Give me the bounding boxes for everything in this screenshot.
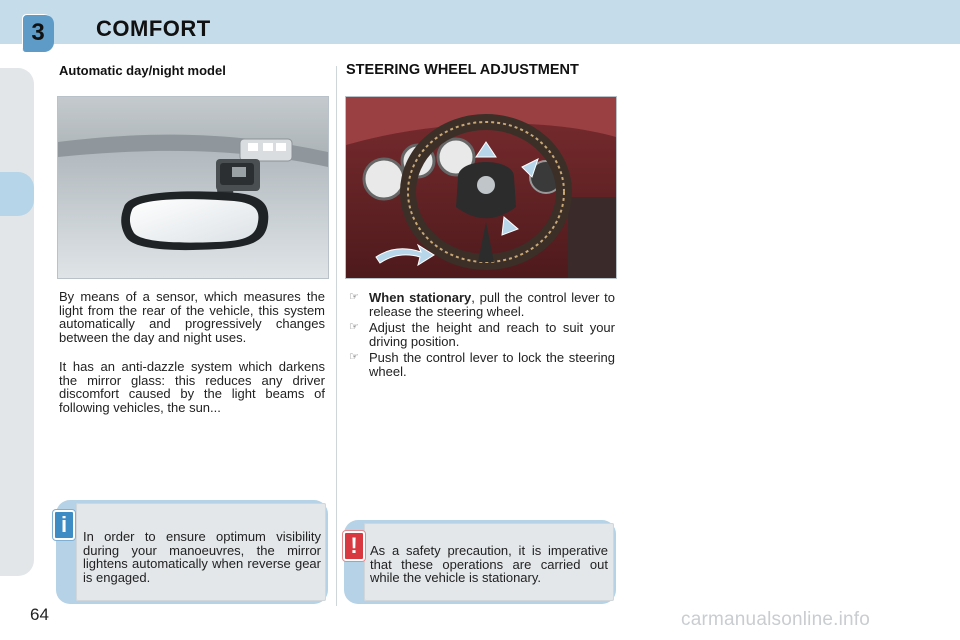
side-strip	[0, 68, 34, 576]
pointing-hand-icon: ☞	[349, 351, 359, 364]
instruction-text: Push the control lever to lock the steering wheel.	[369, 350, 615, 379]
steering-section-title: STEERING WHEEL ADJUSTMENT	[346, 62, 579, 78]
chapter-title: COMFORT	[96, 16, 211, 41]
instruction-item	[349, 351, 615, 378]
info-note-text: In order to ensure optimum visibility during your manoeuvres, the mirror lightens automatically when reverse gear is engaged.	[83, 529, 321, 585]
warning-note-text: As a safety precaution, it is imperative that these operations are carried out while the vehicle is stationary.	[370, 543, 608, 586]
side-tab-active	[0, 172, 34, 216]
pointing-hand-icon: ☞	[349, 321, 359, 334]
instruction-item	[349, 291, 615, 318]
instruction-text: Adjust the height and reach to suit your driving position.	[369, 320, 615, 349]
instruction-item	[349, 321, 615, 348]
instruction-text: , pull the control lever to release the steering wheel.	[369, 290, 615, 319]
chapter-badge	[22, 14, 54, 52]
steering-wheel-photo	[345, 96, 617, 279]
mirror-subheading: Automatic day/night model	[59, 63, 226, 78]
mirror-paragraph-1: By means of a sensor, which measures the light from the rear of the vehicle, this system automatically and progressively changes between the day and night uses.	[59, 289, 325, 345]
pointing-hand-icon: ☞	[349, 291, 359, 303]
chapter-number: 3	[31, 19, 45, 46]
info-icon: i	[53, 510, 75, 540]
warning-icon: !	[343, 531, 365, 561]
watermark: carmanualsonline.info	[681, 609, 871, 630]
mirror-paragraph-2: It has an anti-dazzle system which darkens the mirror glass: this reduces any driver discomfort caused by the light beams of following vehicles, the sun...	[59, 359, 325, 415]
instruction-lead: When stationary	[369, 290, 472, 305]
rear-view-mirror-photo	[57, 96, 329, 279]
steering-instructions	[349, 291, 615, 382]
column-divider	[336, 66, 337, 606]
page-number: 64	[30, 605, 49, 624]
